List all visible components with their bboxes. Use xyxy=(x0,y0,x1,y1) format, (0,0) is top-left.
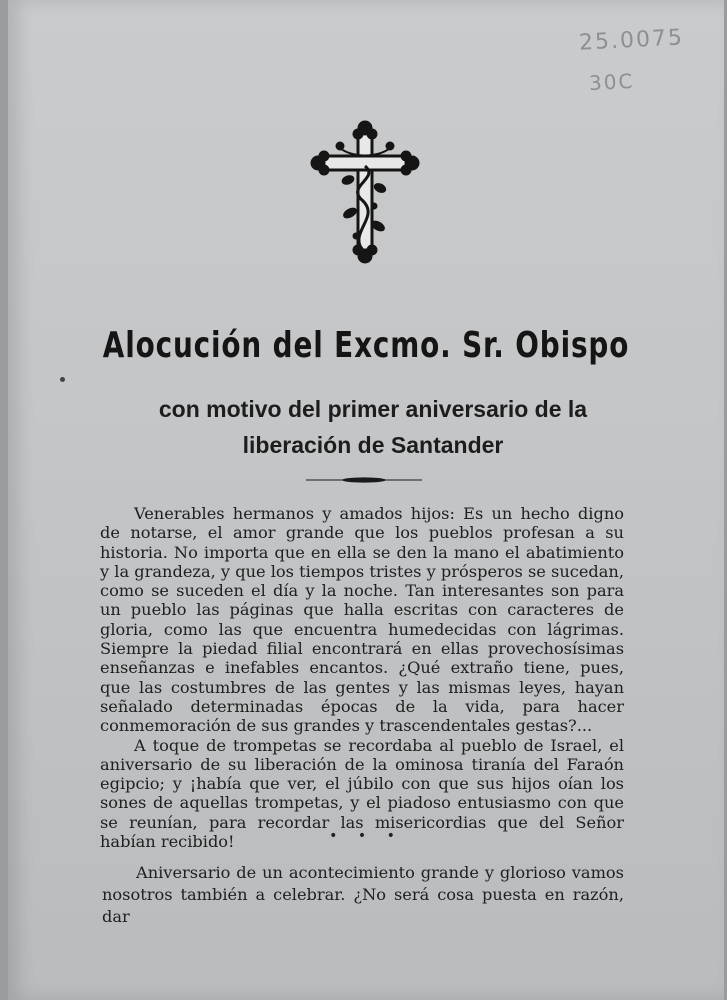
subtitle-line-2: liberación de Santander xyxy=(242,432,504,458)
paragraph-1: Venerables hermanos y amados hijos: Es un hecho digno de notarse, el amor grande que los pueblos profesan a su historia. No importa que en ella se den la mano el abatimiento y la grandeza, y que los tiempos tristes y prósperos se sucedan, como se suceden el día y la noche. Tan interesantes son para un pueblo las páginas que halla escritas con caracteres de gloria, como las que encuentra humedecidas con lágrimas. Siempre la piedad filial encontrará en ellas provechosísimas enseñanzas e inefables encantos. ¿Qué extraño tiene, pues, que las costumbres de las gentes y las mismas leyes, hayan señalado determinadas épocas de la vida, para hacer conmemoración de sus grandes y trascendentales gestas?... xyxy=(100,504,624,736)
ornamental-rule-icon xyxy=(304,476,424,484)
document-page xyxy=(8,0,724,1000)
handwritten-shelf-mark: 30C xyxy=(587,68,635,96)
handwritten-inventory-number: 25.0075 xyxy=(578,25,685,56)
section-separator: • • • xyxy=(329,828,403,844)
paragraph-3: Aniversario de un acontecimiento grande y glorioso vamos nosotros también a celebrar. ¿No será cosa puesta en razón, dar xyxy=(102,863,624,926)
paragraph-2: A toque de trompetas se recordaba al pueblo de Israel, el aniversario de su liberación de la ominosa tiranía del Faraón egipcio; y ¡había que ver, el júbilo con que sus hijos oían los sones de aquellas trompetas, y el piadoso entusiasmo con que se reunían, para recordar las misericordias que del Señor habían recibido! xyxy=(100,735,624,852)
body-text xyxy=(100,504,624,851)
body-text-continued xyxy=(102,862,624,928)
floral-cross-icon xyxy=(310,118,420,268)
page-title: Alocución del Excmo. Sr. Obispo xyxy=(102,325,630,366)
subtitle-line-1: con motivo del primer aniversario de la xyxy=(158,396,588,422)
ink-speck xyxy=(60,377,65,382)
